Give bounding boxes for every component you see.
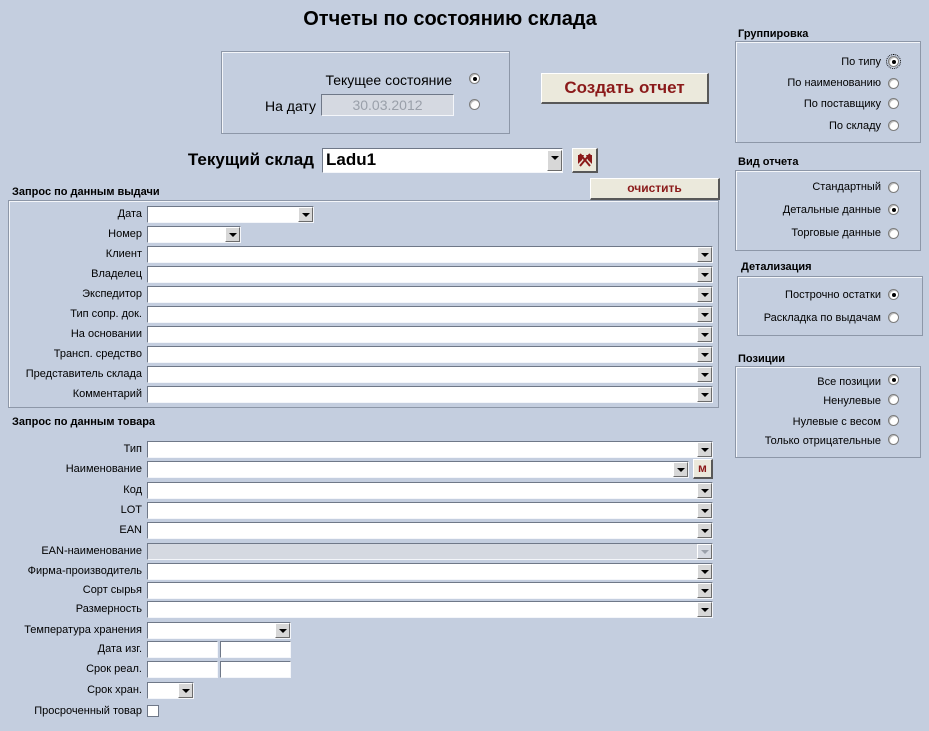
- issue-date-label: Дата: [117, 208, 142, 220]
- name-m-button[interactable]: м: [693, 459, 713, 479]
- warehouse-dropdown-button[interactable]: [547, 150, 562, 171]
- raw-grade-dropdown-button[interactable]: [697, 583, 712, 598]
- type-label: Тип: [123, 443, 142, 455]
- warehouse-rep-field[interactable]: [147, 366, 713, 383]
- vehicle-field[interactable]: [147, 346, 713, 363]
- name-field[interactable]: [147, 461, 689, 478]
- zero-with-weight-label: Нулевые с весом: [792, 416, 881, 428]
- storage-term-field[interactable]: [147, 682, 194, 699]
- clear-filter-icon: [577, 153, 593, 167]
- state-panel: [221, 51, 510, 134]
- all-positions-radio[interactable]: [888, 374, 899, 385]
- basis-dropdown-button[interactable]: [697, 327, 712, 342]
- warehouse-label: Текущий склад: [187, 150, 314, 169]
- doc-type-label: Тип сопр. док.: [70, 308, 142, 320]
- manufacture-date-from-field[interactable]: [147, 641, 218, 658]
- code-label: Код: [123, 484, 142, 496]
- issue-number-dropdown-button[interactable]: [225, 227, 240, 242]
- non-zero-radio[interactable]: [888, 394, 899, 405]
- expired-goods-checkbox[interactable]: [147, 705, 159, 717]
- doc-type-field[interactable]: [147, 306, 713, 323]
- forwarder-dropdown-button[interactable]: [697, 287, 712, 302]
- issue-breakdown-radio[interactable]: [888, 312, 899, 323]
- warehouse-value: Ladu1: [326, 150, 377, 169]
- negative-only-label: Только отрицательные: [764, 435, 881, 447]
- current-state-radio[interactable]: [469, 73, 480, 84]
- line-balances-label: Построчно остатки: [785, 289, 881, 301]
- trade-data-radio[interactable]: [888, 228, 899, 239]
- code-dropdown-button[interactable]: [697, 483, 712, 498]
- expired-goods-label: Просроченный товар: [34, 705, 142, 717]
- forwarder-label: Экспедитор: [82, 288, 142, 300]
- client-label: Клиент: [105, 248, 142, 260]
- name-dropdown-button[interactable]: [673, 462, 688, 477]
- detailed-data-label: Детальные данные: [782, 204, 881, 216]
- vehicle-dropdown-button[interactable]: [697, 347, 712, 362]
- raw-grade-label: Сорт сырья: [82, 584, 142, 596]
- issue-number-label: Номер: [108, 228, 142, 240]
- issue-date-dropdown-button[interactable]: [298, 207, 313, 222]
- manufacture-date-label: Дата изг.: [97, 643, 142, 655]
- all-positions-label: Все позиции: [817, 376, 881, 388]
- non-zero-label: Ненулевые: [823, 395, 881, 407]
- manufacturer-dropdown-button[interactable]: [697, 564, 712, 579]
- type-field[interactable]: [147, 441, 713, 458]
- owner-dropdown-button[interactable]: [697, 267, 712, 282]
- goods-query-title: Запрос по данным товара: [12, 416, 156, 428]
- clear-query-button[interactable]: очистить: [590, 178, 720, 200]
- negative-only-radio[interactable]: [888, 434, 899, 445]
- detail-title: Детализация: [741, 261, 812, 273]
- group-by-name-radio[interactable]: [888, 78, 899, 89]
- report-date-field[interactable]: [321, 94, 454, 116]
- ean-label: EAN: [119, 524, 142, 536]
- vehicle-label: Трансп. средство: [53, 348, 142, 360]
- ean-name-field: [147, 543, 713, 560]
- group-by-warehouse-label: По складу: [829, 120, 881, 132]
- comment-dropdown-button[interactable]: [697, 387, 712, 402]
- storage-temp-dropdown-button[interactable]: [275, 623, 290, 638]
- basis-field[interactable]: [147, 326, 713, 343]
- issue-date-field[interactable]: [147, 206, 314, 223]
- positions-title: Позиции: [738, 353, 785, 365]
- ean-field[interactable]: [147, 522, 713, 539]
- raw-grade-field[interactable]: [147, 582, 713, 599]
- lot-field[interactable]: [147, 502, 713, 519]
- ean-dropdown-button[interactable]: [697, 523, 712, 538]
- basis-label: На основании: [70, 328, 142, 340]
- zero-with-weight-radio[interactable]: [888, 415, 899, 426]
- page-title: Отчеты по состоянию склада: [303, 8, 597, 30]
- report-date-value: 30.03.2012: [352, 97, 423, 113]
- client-field[interactable]: [147, 246, 713, 263]
- owner-field[interactable]: [147, 266, 713, 283]
- storage-term-label: Срок хран.: [87, 684, 142, 696]
- issue-breakdown-label: Раскладка по выдачам: [763, 312, 881, 324]
- group-by-supplier-radio[interactable]: [888, 98, 899, 109]
- dimension-dropdown-button[interactable]: [697, 602, 712, 617]
- standard-report-label: Стандартный: [812, 181, 881, 193]
- ean-name-dropdown-button: [697, 544, 712, 559]
- manufacturer-field[interactable]: [147, 563, 713, 580]
- warehouse-rep-dropdown-button[interactable]: [697, 367, 712, 382]
- standard-report-radio[interactable]: [888, 182, 899, 193]
- warehouse-clear-button[interactable]: [572, 148, 598, 173]
- doc-type-dropdown-button[interactable]: [697, 307, 712, 322]
- comment-label: Комментарий: [72, 388, 142, 400]
- name-label: Наименование: [65, 463, 142, 475]
- code-field[interactable]: [147, 482, 713, 499]
- sale-term-to-field[interactable]: [220, 661, 291, 678]
- warehouse-rep-label: Представитель склада: [25, 368, 142, 380]
- client-dropdown-button[interactable]: [697, 247, 712, 262]
- warehouse-select[interactable]: [322, 148, 563, 173]
- lot-dropdown-button[interactable]: [697, 503, 712, 518]
- on-date-radio[interactable]: [469, 99, 480, 110]
- storage-temp-label: Температура хранения: [24, 624, 142, 636]
- issue-number-field[interactable]: [147, 226, 241, 243]
- group-by-name-label: По наименованию: [787, 77, 881, 89]
- detail-panel: [737, 276, 923, 336]
- issue-query-title: Запрос по данным выдачи: [12, 186, 160, 198]
- detailed-data-radio[interactable]: [888, 204, 899, 215]
- storage-temp-field[interactable]: [147, 622, 291, 639]
- dimension-label: Размерность: [75, 603, 142, 615]
- report-type-title: Вид отчета: [738, 156, 799, 168]
- ean-name-label: EAN-наименование: [41, 545, 142, 557]
- current-state-label: Текущее состояние: [325, 72, 452, 88]
- group-by-warehouse-radio[interactable]: [888, 120, 899, 131]
- dimension-field[interactable]: [147, 601, 713, 618]
- owner-label: Владелец: [91, 268, 142, 280]
- grouping-title: Группировка: [738, 28, 809, 40]
- create-report-button[interactable]: Создать отчет: [541, 73, 709, 104]
- trade-data-label: Торговые данные: [791, 227, 881, 239]
- date-label: На дату: [264, 98, 316, 114]
- type-dropdown-button[interactable]: [697, 442, 712, 457]
- storage-term-dropdown-button[interactable]: [178, 683, 193, 698]
- lot-label: LOT: [120, 504, 142, 516]
- forwarder-field[interactable]: [147, 286, 713, 303]
- manufacturer-label: Фирма-производитель: [27, 565, 142, 577]
- line-balances-radio[interactable]: [888, 289, 899, 300]
- sale-term-label: Срок реал.: [86, 663, 142, 675]
- comment-field[interactable]: [147, 386, 713, 403]
- group-by-supplier-label: По поставщику: [803, 98, 881, 110]
- group-by-type-radio[interactable]: [888, 56, 899, 67]
- sale-term-from-field[interactable]: [147, 661, 218, 678]
- manufacture-date-to-field[interactable]: [220, 641, 291, 658]
- group-by-type-label: По типу: [841, 56, 881, 68]
